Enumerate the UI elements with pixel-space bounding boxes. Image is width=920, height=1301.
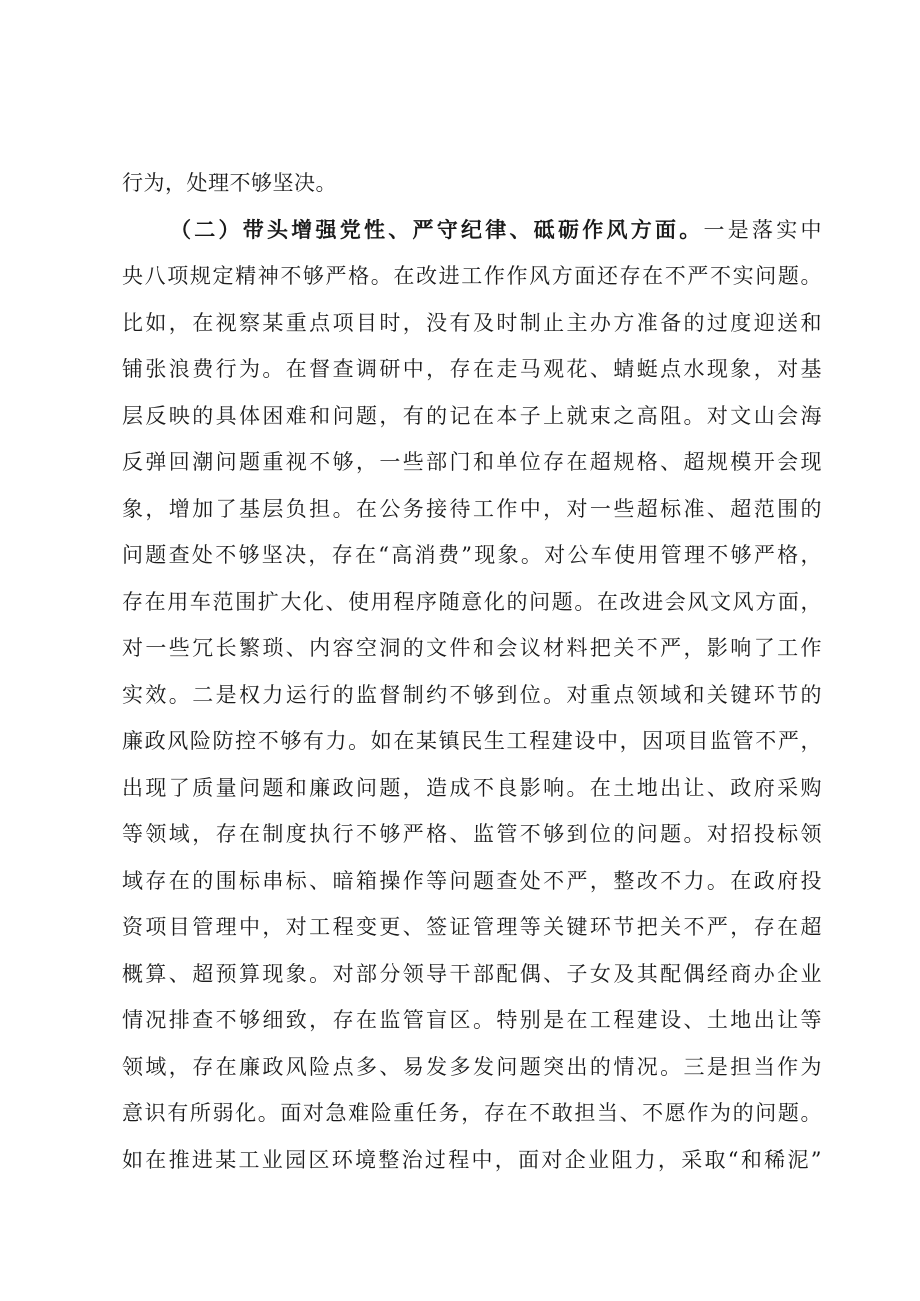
paragraph-line-18: 概算、超预算现象。对部分领导干部配偶、子女及其配偶经商办企业: [122, 961, 822, 986]
paragraph-line-11: 对一些冗长繁琐、内容空洞的文件和会议材料把关不严，影响了工作: [122, 636, 822, 660]
paragraph-line-9: 问题查处不够坚决，存在“高消费”现象。对公车使用管理不够严格，: [122, 543, 822, 567]
paragraph-line-15: 等领域，存在制度执行不够严格、监管不够到位的问题。对招投标领: [122, 822, 822, 846]
paragraph-line-1: 行为，处理不够坚决。: [122, 171, 337, 195]
section-heading: （二）带头增强党性、严守纪律、砥砺作风方面。: [170, 216, 704, 242]
section-heading-continuation: 一是落实中: [703, 217, 822, 242]
paragraph-line-20: 领域，存在廉政风险点多、易发多发问题突出的情况。三是担当作为: [122, 1054, 822, 1079]
paragraph-line-22: 如在推进某工业园区环境整治过程中，面对企业阻力，采取“和稀泥”: [122, 1147, 822, 1172]
paragraph-line-19: 情况排查不够细致，存在监管盲区。特别是在工程建设、土地出让等: [122, 1008, 822, 1032]
paragraph-line-8: 象，增加了基层负担。在公务接待工作中，对一些超标准、超范围的: [122, 496, 822, 521]
paragraph-line-5: 铺张浪费行为。在督查调研中，存在走马观花、蜻蜓点水现象，对基: [122, 357, 822, 381]
paragraph-line-6: 层反映的具体困难和问题，有的记在本子上就束之高阻。对文山会海: [122, 403, 822, 428]
paragraph-line-7: 反弹回潮问题重视不够，一些部门和单位存在超规格、超规模开会现: [122, 450, 822, 474]
paragraph-line-12: 实效。二是权力运行的监督制约不够到位。对重点领域和关键环节的: [122, 682, 822, 707]
paragraph-line-10: 存在用车范围扩大化、使用程序随意化的问题。在改进会风文风方面，: [122, 589, 822, 614]
paragraph-line-13: 廉政风险防控不够有力。如在某镇民生工程建设中，因项目监管不严，: [122, 729, 822, 753]
paragraph-line-3: 央八项规定精神不够严格。在改进工作作风方面还存在不严不实问题。: [122, 264, 822, 288]
paragraph-line-21: 意识有所弱化。面对急难险重任务，存在不敢担当、不愿作为的问题。: [122, 1101, 822, 1125]
paragraph-line-14: 出现了质量问题和廉政问题，造成不良影响。在土地出让、政府采购: [122, 775, 822, 800]
section-heading-line: [122, 207, 822, 254]
paragraph-line-16: 域存在的围标串标、暗箱操作等问题查处不严，整改不力。在政府投: [122, 868, 822, 893]
paragraph-line-4: 比如，在视察某重点项目时，没有及时制止主办方准备的过度迎送和: [122, 310, 822, 335]
document-body: [122, 160, 822, 1183]
paragraph-line-17: 资项目管理中，对工程变更、签证管理等关键环节把关不严，存在超: [122, 915, 822, 939]
